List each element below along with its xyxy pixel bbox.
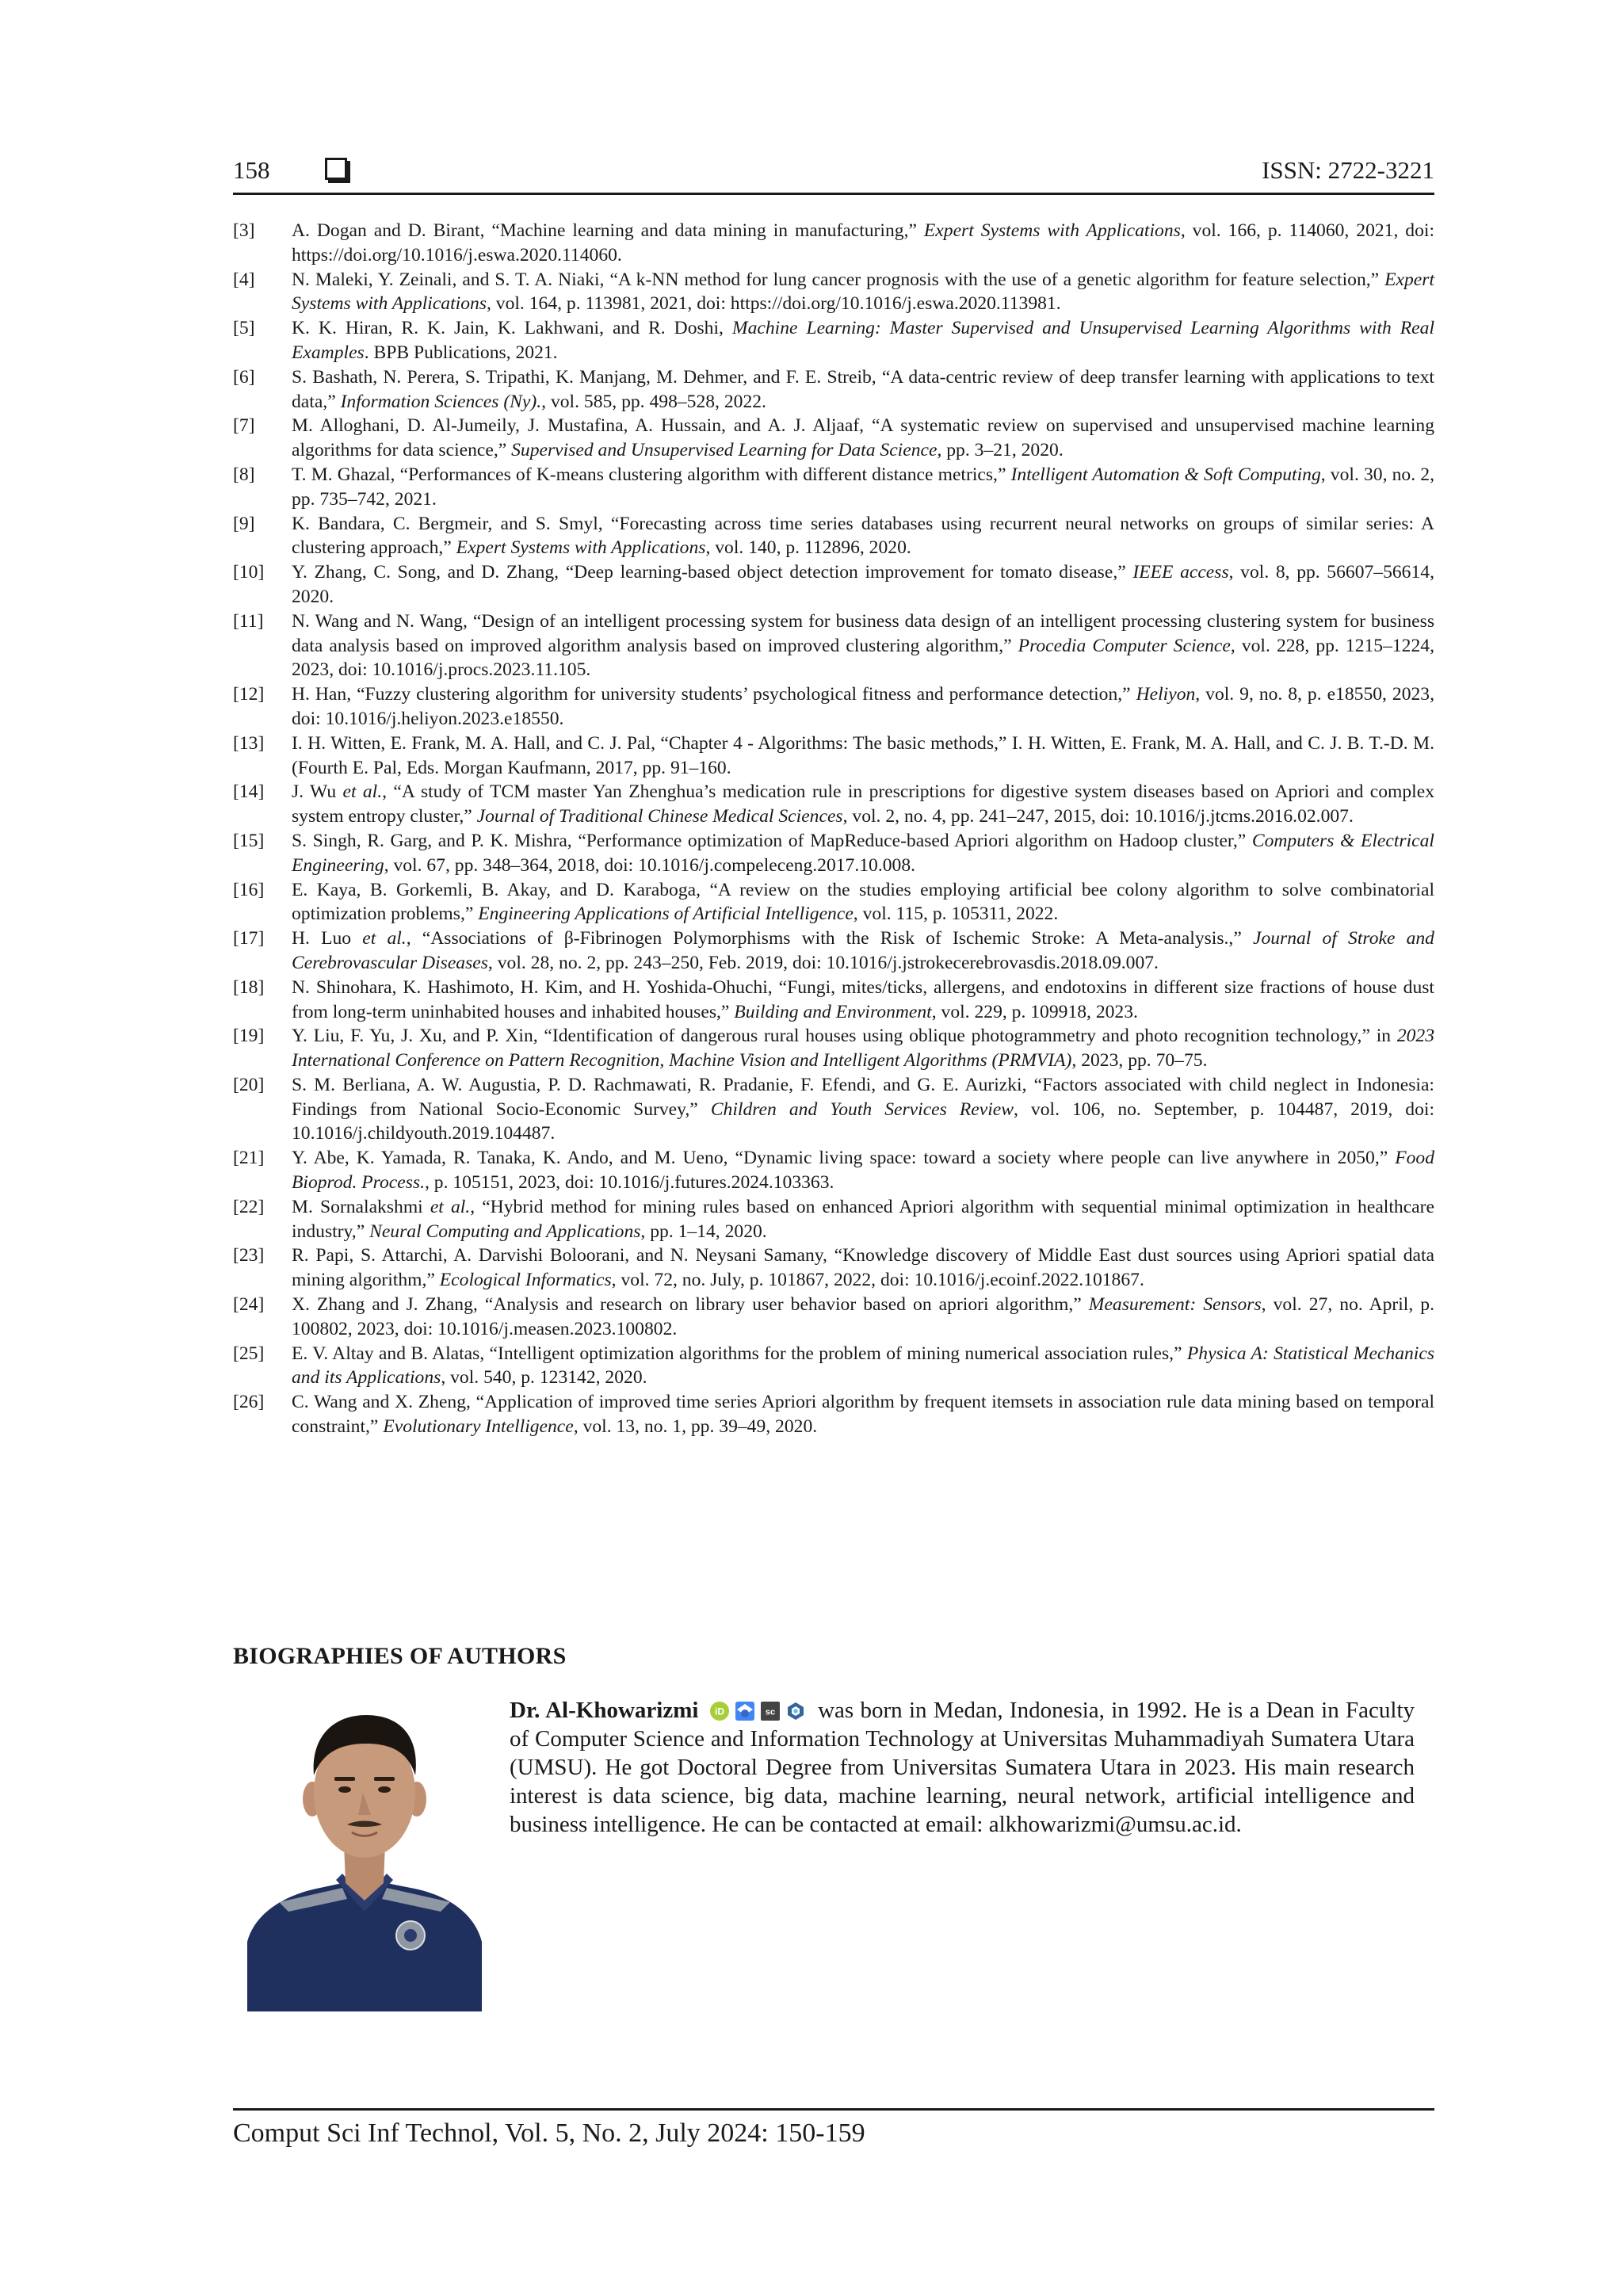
reference-item [233,560,1434,609]
reference-item [233,878,1434,927]
reference-segment: , vol. 8, pp. 56607–56614, 2020. [292,562,1434,607]
reference-segment: , “A study of TCM master Yan Zhenghua’s medication rule in prescriptions for digestive system diseases based on Apriori and complex system entropy cluster,” [292,781,1434,827]
reference-text [292,316,1434,365]
reference-number: [5] [233,318,255,339]
reference-number: [18] [233,976,265,998]
reference-item [233,609,1434,682]
reference-number: [6] [233,366,255,388]
reference-segment: N. Shinohara, K. Hashimoto, H. Kim, and H. Yoshida-Ohuchi, “Fungi, mites/ticks, allergens, and endotoxins in different size fractions of house dust from long-term uninhabited houses and inhabited houses,” [292,976,1434,1022]
reference-venue: Measurement: Sensors [1088,1294,1262,1316]
reference-segment: A. Dogan and D. Birant, “Machine learning and data mining in manufacturing,” [292,220,924,241]
reference-text [292,1195,1434,1244]
reference-segment: , vol. 28, no. 2, pp. 243–250, Feb. 2019, doi: 10.1016/j.jstrokecerebrovasdis.2018.09.007. [487,952,1159,973]
scopus-icon[interactable] [761,1702,780,1721]
reference-venue: Building and Environment [734,1001,932,1022]
reference-item [233,682,1434,732]
reference-item [233,365,1434,415]
reference-number: [22] [233,1196,265,1217]
footer-citation: Comput Sci Inf Technol, Vol. 5, No. 2, July 2024: 150-159 [233,2118,865,2148]
reference-venue: et al. [362,928,407,949]
reference-segment: , vol. 140, p. 112896, 2020. [705,537,911,559]
reference-segment: , vol. 164, p. 113981, 2021, doi: https://doi.org/10.1016/j.eswa.2020.113981. [486,293,1061,315]
reference-item [233,268,1434,317]
reference-venue: Expert Systems with Applications [923,220,1181,241]
reference-segment: Y. Abe, K. Yamada, R. Tanaka, K. Ando, and M. Ueno, “Dynamic living space: toward a society where people can live anywhere in 2050,” [292,1148,1396,1169]
reference-item [233,976,1434,1025]
reference-item [233,512,1434,561]
reference-number: [23] [233,1245,265,1266]
page-number: 158 [233,156,270,184]
reference-number: [16] [233,879,265,900]
reference-item [233,1390,1434,1439]
reference-segment: C. Wang and X. Zheng, “Application of improved time series Apriori algorithm by frequent itemsets in association rule data mining based on temporal constraint,” [292,1392,1434,1438]
reference-venue: Heliyon [1136,684,1196,705]
reference-item [233,1146,1434,1195]
reference-segment: Y. Liu, F. Yu, J. Xu, and P. Xin, “Identification of dangerous rural houses using oblique photogrammetry and photo recognition technology,” in [292,1026,1397,1047]
reference-item [233,1073,1434,1146]
reference-item [233,1195,1434,1244]
reference-segment: N. Maleki, Y. Zeinali, and S. T. A. Niaki, “A k-NN method for lung cancer prognosis with the use of a genetic algorithm for feature selection,” [292,269,1385,290]
reference-venue: Procedia Computer Science [1018,635,1231,656]
reference-venue: Intelligent Automation & Soft Computing [1010,464,1321,485]
google-scholar-icon[interactable] [735,1702,754,1721]
reference-segment: K. K. Hiran, R. K. Jain, K. Lakhwani, and R. Doshi, [292,318,732,339]
reference-segment: , vol. 27, no. April, p. 100802, 2023, doi: 10.1016/j.measen.2023.100802. [292,1294,1434,1339]
reference-item [233,1293,1434,1342]
reference-text [292,1146,1434,1195]
reference-text [292,560,1434,609]
reference-item [233,1244,1434,1293]
reference-segment: M. Alloghani, D. Al-Jumeily, J. Mustafina, A. Hussain, and A. J. Aljaaf, “A systematic review on supervised and unsupervised machine learning algorithms for data science,” [292,415,1434,461]
reference-text [292,682,1434,732]
reference-segment: , pp. 3–21, 2020. [937,440,1064,461]
reference-number: [7] [233,415,255,437]
reference-number: [19] [233,1026,265,1047]
reference-segment: N. Wang and N. Wang, “Design of an intelligent processing system for business data design of an intelligent processing clustering system for business data analysis based on improved algorithm analysis based on improved clustering algorithm,” [292,610,1434,656]
reference-segment: , vol. 2, no. 4, pp. 241–247, 2015, doi: 10.1016/j.jtcms.2016.02.007. [842,806,1354,827]
reference-venue: et al. [342,781,383,803]
header-rule [233,193,1434,195]
reference-segment: , “Associations of β-Fibrinogen Polymorphisms with the Risk of Ischemic Stroke: A Meta-analysis.,” [406,928,1253,949]
author-bio-text: was born in Medan, Indonesia, in 1992. He is a Dean in Faculty of Computer Science and Information Technology at Universitas Muhammadiyah Sumatera Utara (UMSU). He got Doctoral Degree from Universitas Sumatera Utara in 2023. His main research interest is data science, big data, machine learning, neural network, artificial intelligence and business intelligence. He can be contacted at email: alkhowarizmi@umsu.ac.id. [510,1698,1415,1837]
reference-text [292,414,1434,463]
reference-segment: , 2023, pp. 70–75. [1071,1050,1208,1072]
reference-segment: S. Singh, R. Garg, and P. K. Mishra, “Performance optimization of MapReduce-based Apriori algorithm on Hadoop cluster,” [292,830,1252,851]
reference-number: [3] [233,220,255,241]
reference-venue: Children and Youth Services Review [710,1098,1014,1120]
author-name: Dr. Al-Khowarizmi [510,1698,699,1723]
orcid-icon[interactable] [710,1702,729,1721]
reference-text [292,926,1434,976]
reference-number: [26] [233,1392,265,1413]
reference-segment: , “Hybrid method for mining rules based on enhanced Apriori algorithm with sequential minimal optimization in healthcare industry,” [292,1196,1434,1242]
reference-number: [17] [233,928,265,949]
reference-text [292,219,1434,268]
reference-segment: , vol. 166, p. 114060, 2021, doi: https://doi.org/10.1016/j.eswa.2020.114060. [292,220,1435,266]
reference-item [233,414,1434,463]
reference-item [233,780,1434,829]
reference-list [233,219,1434,1439]
reference-number: [24] [233,1294,265,1316]
reference-text [292,1342,1434,1391]
reference-text [292,1293,1434,1342]
reference-venue: Computers & Electrical Engineering [292,830,1434,876]
reference-segment: , vol. 115, p. 105311, 2022. [853,904,1059,925]
reference-segment: S. M. Berliana, A. W. Augustia, P. D. Rachmawati, R. Pradanie, F. Efendi, and G. E. Aurizki, “Factors associated with child neglect in Indonesia: Findings from National Socio-Economic Survey,” [292,1074,1434,1120]
reference-segment: I. H. Witten, E. Frank, M. A. Hall, and C. J. Pal, “Chapter 4 - Algorithms: The basic methods,” I. H. Witten, E. Frank, M. A. Hall, and C. J. B. T.-D. M. (Fourth E. Pal, Eds. Morgan Kaufmann, 2017, pp. 91–160. [292,732,1434,778]
reference-item [233,316,1434,365]
reference-text [292,463,1434,512]
reference-text [292,976,1434,1025]
reference-venue: Neural Computing and Applications [369,1221,641,1242]
reference-segment: E. Kaya, B. Gorkemli, B. Akay, and D. Karaboga, “A review on the studies employing artificial bee colony algorithm to solve combinatorial optimization problems,” [292,879,1434,925]
reference-venue: Expert Systems with Applications [292,269,1434,315]
reference-number: [11] [233,610,264,632]
footer-rule [233,2108,1434,2111]
reference-number: [20] [233,1074,265,1095]
author-photo [247,1704,482,2011]
reference-venue: Journal of Traditional Chinese Medical Sciences [476,806,843,827]
reference-text [292,1073,1434,1146]
reference-segment: , vol. 72, no. July, p. 101867, 2022, doi: 10.1016/j.ecoinf.2022.101867. [611,1270,1144,1291]
reference-venue: IEEE access [1132,562,1229,583]
reference-segment: , vol. 9, no. 8, p. e18550, 2023, doi: 10.1016/j.heliyon.2023.e18550. [292,684,1434,729]
reference-segment: , vol. 585, pp. 498–528, 2022. [541,391,766,412]
svg-text:sc: sc [765,1707,775,1717]
reference-number: [4] [233,269,255,290]
reference-segment: , vol. 229, p. 109918, 2023. [931,1001,1138,1022]
reference-venue: Supervised and Unsupervised Learning for Data Science [511,440,938,461]
reference-segment: M. Sornalakshmi [292,1196,430,1217]
reference-text [292,512,1434,561]
reference-segment: K. Bandara, C. Bergmeir, and S. Smyl, “Forecasting across time series databases using recurrent neural networks on groups of similar series: A clustering approach,” [292,513,1434,559]
biographies-heading: BIOGRAPHIES OF AUTHORS [233,1643,567,1669]
reference-venue: Journal of Stroke and Cerebrovascular Diseases [292,928,1434,973]
publons-icon[interactable] [786,1702,805,1721]
reference-segment: , vol. 540, p. 123142, 2020. [441,1367,647,1389]
reference-segment: , p. 105151, 2023, doi: 10.1016/j.futures.2024.103363. [424,1172,834,1194]
reference-item [233,829,1434,878]
reference-segment: R. Papi, S. Attarchi, A. Darvishi Boloorani, and N. Neysani Samany, “Knowledge discovery of Middle East dust sources using Apriori spatial data mining algorithm,” [292,1245,1434,1291]
reference-number: [13] [233,732,265,754]
reference-number: [10] [233,562,265,583]
square-bullet-icon [325,158,347,180]
reference-text [292,1024,1434,1073]
reference-item [233,926,1434,976]
page-header [233,155,1434,193]
reference-item [233,1342,1434,1391]
reference-segment: , vol. 13, no. 1, pp. 39–49, 2020. [573,1416,818,1438]
reference-text [292,609,1434,682]
reference-venue: Evolutionary Intelligence [383,1416,574,1438]
reference-venue: Engineering Applications of Artificial Intelligence [478,904,854,925]
reference-item [233,463,1434,512]
reference-venue: Food Bioprod. Process. [292,1148,1434,1194]
author-profile-links [710,1702,805,1721]
reference-segment: E. V. Altay and B. Alatas, “Intelligent optimization algorithms for the problem of mining numerical association rules,” [292,1343,1187,1364]
reference-item [233,1024,1434,1073]
reference-number: [25] [233,1343,265,1364]
reference-text [292,732,1434,781]
reference-number: [21] [233,1148,265,1169]
reference-number: [8] [233,464,255,485]
reference-venue: Physica A: Statistical Mechanics and its Applications [292,1343,1435,1389]
reference-text [292,1390,1434,1439]
issn-label: ISSN: 2722-3221 [1262,156,1434,184]
reference-number: [12] [233,684,265,705]
reference-text [292,780,1434,829]
reference-venue: Information Sciences (Ny). [340,391,542,412]
reference-segment: , vol. 106, no. September, p. 104487, 2019, doi: 10.1016/j.childyouth.2019.104487. [292,1098,1434,1144]
reference-segment: X. Zhang and J. Zhang, “Analysis and research on library user behavior based on apriori algorithm,” [292,1294,1089,1316]
reference-segment: , vol. 30, no. 2, pp. 735–742, 2021. [292,464,1434,510]
reference-text [292,1244,1434,1293]
reference-segment: Y. Zhang, C. Song, and D. Zhang, “Deep learning-based object detection improvement for tomato disease,” [292,562,1133,583]
reference-segment: H. Han, “Fuzzy clustering algorithm for university students’ psychological fitness and performance detection,” [292,684,1136,705]
author-biography [510,1696,1415,1839]
reference-number: [9] [233,513,255,534]
reference-text [292,268,1434,317]
reference-segment: , pp. 1–14, 2020. [640,1221,767,1242]
reference-venue: Expert Systems with Applications [456,537,706,559]
svg-text:iD: iD [714,1706,724,1717]
reference-segment: . BPB Publications, 2021. [364,342,558,363]
reference-segment: T. M. Ghazal, “Performances of K-means clustering algorithm with different distance metrics,” [292,464,1011,485]
reference-segment: , vol. 228, pp. 1215–1224, 2023, doi: 10.1016/j.procs.2023.11.105. [292,635,1434,681]
reference-number: [15] [233,830,265,851]
reference-venue: et al. [430,1196,471,1217]
reference-item [233,732,1434,781]
reference-segment: H. Luo [292,928,363,949]
reference-number: [14] [233,781,265,803]
reference-text [292,878,1434,927]
reference-venue: 2023 International Conference on Pattern Recognition, Machine Vision and Intelligent Algorithms (PRMVIA) [292,1026,1434,1072]
reference-text [292,829,1434,878]
reference-venue: Machine Learning: Master Supervised and Unsupervised Learning Algorithms with Real Examples [292,318,1435,363]
reference-item [233,219,1434,268]
reference-text [292,365,1434,415]
reference-segment: J. Wu [292,781,343,803]
reference-venue: Ecological Informatics [439,1270,612,1291]
reference-segment: S. Bashath, N. Perera, S. Tripathi, K. Manjang, M. Dehmer, and F. E. Streib, “A data-centric review of deep transfer learning with applications to text data,” [292,366,1434,412]
reference-segment: , vol. 67, pp. 348–364, 2018, doi: 10.1016/j.compeleceng.2017.10.008. [384,854,916,876]
